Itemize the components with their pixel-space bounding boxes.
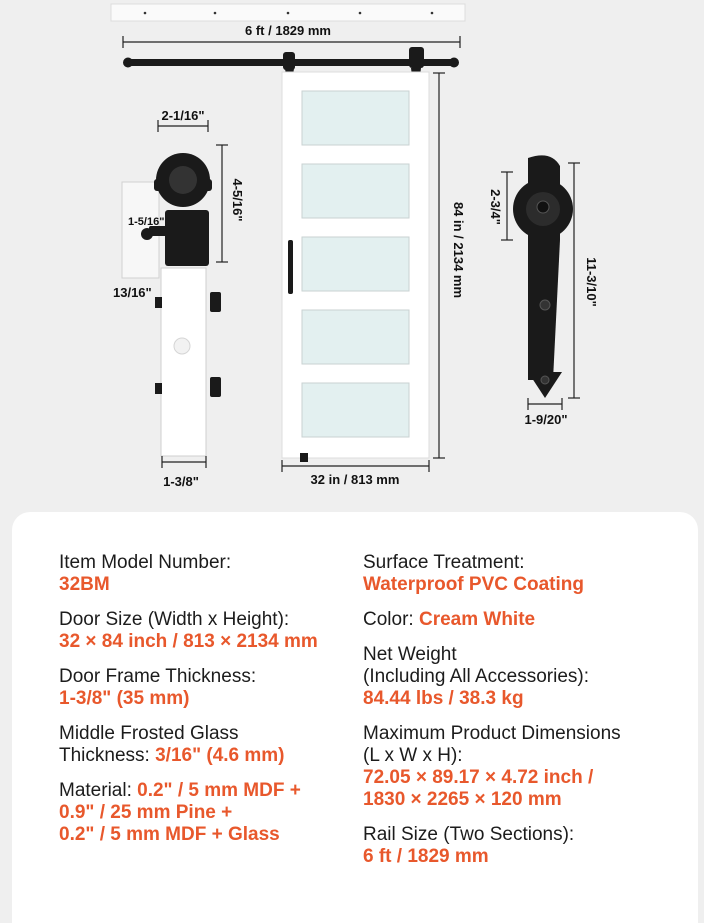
door-thickness-label: 1-3/8" <box>163 474 199 489</box>
spec-surface: Surface Treatment: Waterproof PVC Coating <box>363 552 584 595</box>
strap-wheel-label: 2-3/4" <box>488 189 503 225</box>
strap-width-label: 1-9/20" <box>524 412 568 427</box>
specs-left-column <box>59 552 359 859</box>
hanger-width-label: 2-1/16" <box>161 108 205 123</box>
spec-net-weight: Net Weight (Including All Accessories): 84.44 lbs / 38.3 kg <box>363 644 589 709</box>
spec-model: Item Model Number: 32BM <box>59 552 232 595</box>
specs-right-column <box>363 552 683 881</box>
strap-length-label: 11-3/10" <box>584 257 599 307</box>
door-handle <box>288 240 293 294</box>
spacer-label: 13/16" <box>113 285 152 300</box>
rail-length-label: 6 ft / 1829 mm <box>245 23 331 38</box>
spec-door-size: Door Size (Width x Height): 32 × 84 inch / 813 × 2134 mm <box>59 609 318 652</box>
door-width-label: 32 in / 813 mm <box>310 472 400 487</box>
spec-material: Material: 0.2" / 5 mm MDF + 0.9" / 25 mm Pine + 0.2" / 5 mm MDF + Glass <box>59 780 301 845</box>
spec-color: Color: Cream White <box>363 609 536 630</box>
spec-frame-thickness: Door Frame Thickness: 1-3/8" (35 mm) <box>59 666 257 709</box>
spec-max-dimensions: Maximum Product Dimensions (L x W x H): 72.05 × 89.17 × 4.72 inch / 1830 × 2265 × 120 mm <box>363 723 621 810</box>
standoff-label: 1-5/16" <box>128 216 165 228</box>
door-side-profile <box>161 268 206 456</box>
floor-guide <box>300 453 308 462</box>
spec-glass-thickness: Middle Frosted Glass Thickness: 3/16" (4.6 mm) <box>59 723 285 766</box>
door-height-label: 84 in / 2134 mm <box>451 201 466 299</box>
door-side-knob <box>174 338 190 354</box>
specs-card <box>12 512 698 923</box>
hanger-height-label: 4-5/16" <box>230 178 245 222</box>
frosted-glass-panels <box>302 91 409 437</box>
barn-door <box>282 72 429 462</box>
spec-rail-size: Rail Size (Two Sections): 6 ft / 1829 mm <box>363 824 575 867</box>
strap-hanger <box>513 155 573 398</box>
